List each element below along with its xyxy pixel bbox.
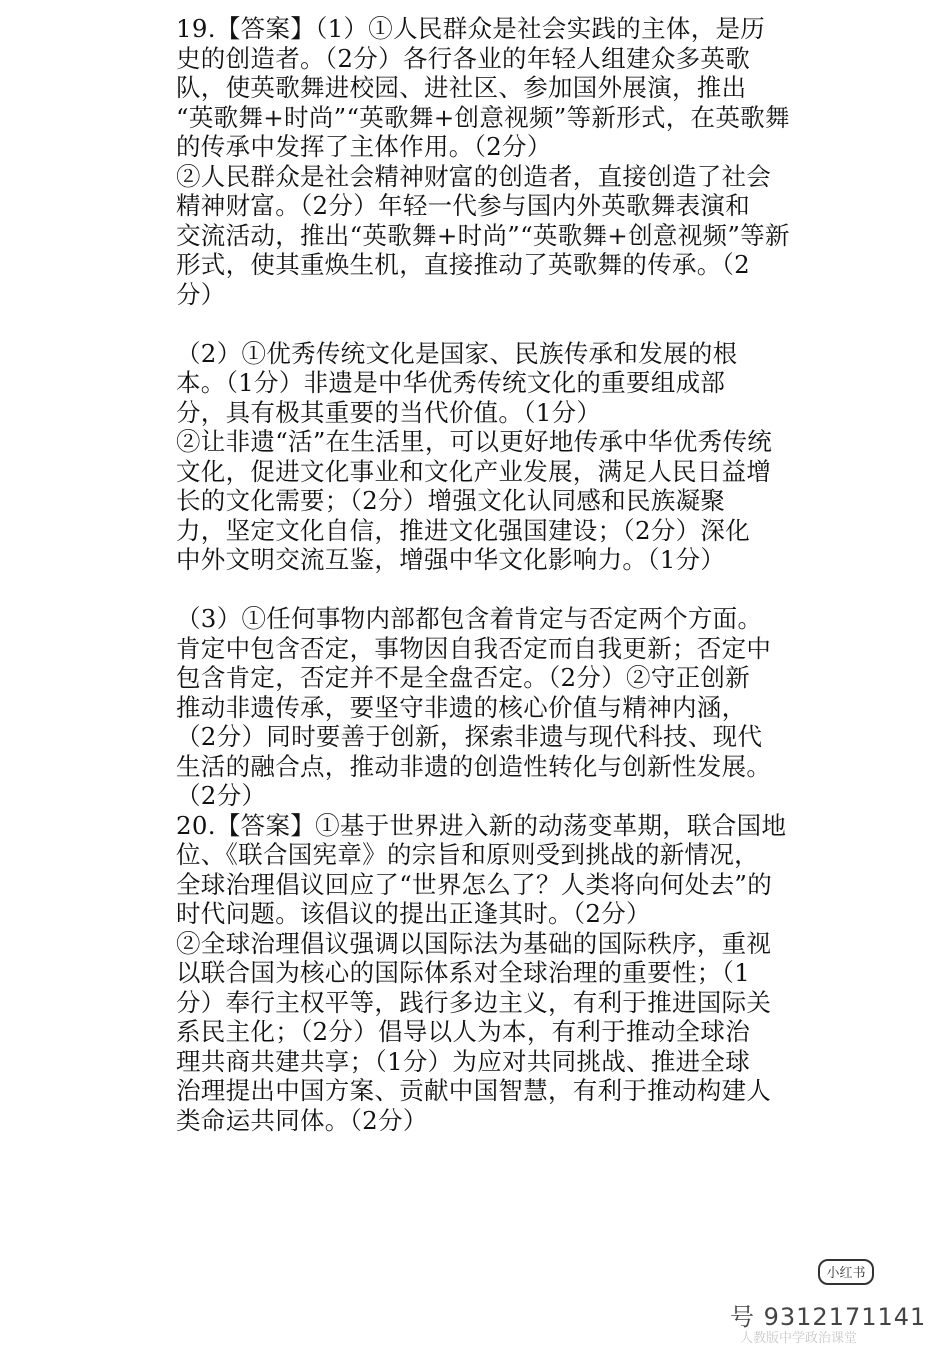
question-19-part-2 [176, 339, 786, 575]
text-line: （2分）同时要善于创新，探索非遗与现代科技、现代 [176, 722, 763, 751]
text-line: 分） [176, 279, 226, 309]
text-line: 肯定中包含否定，事物因自我否定而自我更新；否定中 [176, 633, 772, 663]
text-line: 理共商共建共享；（1分）为应对共同挑战、推进全球 [176, 1046, 751, 1076]
text-line: ②人民群众是社会精神财富的创造者，直接创造了社会 [176, 161, 772, 191]
text-line: （3）①任何事物内部都包含着肯定与否定两个方面。 [176, 604, 763, 633]
text-line: 文化，促进文化事业和文化产业发展，满足人民日益增 [176, 456, 772, 486]
text-line: 的传承中发挥了主体作用。（2分） [176, 132, 552, 161]
text-line: 形式，使其重焕生机，直接推动了英歌舞的传承。（2 [176, 250, 751, 279]
text-line: 本。（1分）非遗是中华优秀传统文化的重要组成部 [176, 368, 726, 397]
text-line: 分，具有极其重要的当代价值。（1分） [176, 397, 602, 427]
text-line: 全球治理倡议回应了“世界怎么了？人类将向何处去”的 [176, 869, 773, 899]
question-19-part-3 [176, 604, 786, 811]
text-line: 史的创造者。（2分）各行各业的年轻人组建众多英歌 [176, 43, 751, 73]
text-line: 包含肯定，否定并不是全盘否定。（2分）②守正创新 [176, 663, 751, 692]
text-line: 位、《联合国宪章》的宗旨和原则受到挑战的新情况， [176, 840, 759, 869]
text-line: 类命运共同体。（2分） [176, 1105, 428, 1135]
text-line: 长的文化需要；（2分）增强文化认同感和民族凝聚 [176, 486, 726, 515]
text-line: 19.【答案】（1）①人民群众是社会实践的主体，是历 [176, 14, 766, 43]
question-20 [176, 811, 786, 1136]
text-line: 时代问题。该倡议的提出正逢其时。（2分） [176, 899, 651, 928]
text-line: 中外文明交流互鉴，增强中华文化影响力。（1分） [176, 545, 726, 574]
watermark: 人教版中学政治课堂 [740, 1331, 858, 1346]
paragraph-gap [176, 309, 786, 339]
text-line: （2）①优秀传统文化是国家、民族传承和发展的根 [176, 338, 738, 368]
text-line: 以联合国为核心的国际体系对全球治理的重要性；（1 [176, 958, 751, 987]
text-line: 系民主化；（2分）倡导以人为本，有利于推动全球治 [176, 1017, 751, 1046]
text-line: “英歌舞+时尚”“英歌舞+创意视频”等新形式，在英歌舞 [176, 102, 790, 132]
text-line: （2分） [176, 781, 267, 810]
answer-document [176, 14, 790, 1135]
text-line: 力，坚定文化自信，推进文化强国建设；（2分）深化 [176, 515, 751, 545]
text-line: ②让非遗“活”在生活里，可以更好地传承中华优秀传统 [176, 427, 773, 456]
text-line: 分）奉行主权平等，践行多边主义，有利于推进国际关 [176, 987, 772, 1017]
text-line: ②全球治理倡议强调以国际法为基础的国际秩序，重视 [176, 928, 772, 958]
text-line: 推动非遗传承，要坚守非遗的核心价值与精神内涵， [176, 692, 747, 722]
text-line: 队，使英歌舞进校园、进社区、参加国外展演，推出 [176, 73, 747, 102]
text-line: 治理提出中国方案、贡献中国智慧，有利于推动构建人 [176, 1076, 772, 1105]
xiaohongshu-logo: 小红书 [818, 1259, 874, 1285]
account-id: 号 9312171141 [730, 1303, 927, 1331]
question-19-part-1 [176, 14, 790, 309]
text-line: 20.【答案】①基于世界进入新的动荡变革期，联合国地 [176, 810, 787, 840]
paragraph-gap [176, 575, 786, 605]
text-line: 生活的融合点，推动非遗的创造性转化与创新性发展。 [176, 751, 772, 781]
text-line: 交流活动，推出“英歌舞+时尚”“英歌舞+创意视频”等新 [176, 220, 790, 250]
text-line: 精神财富。（2分）年轻一代参与国内外英歌舞表演和 [176, 191, 751, 220]
